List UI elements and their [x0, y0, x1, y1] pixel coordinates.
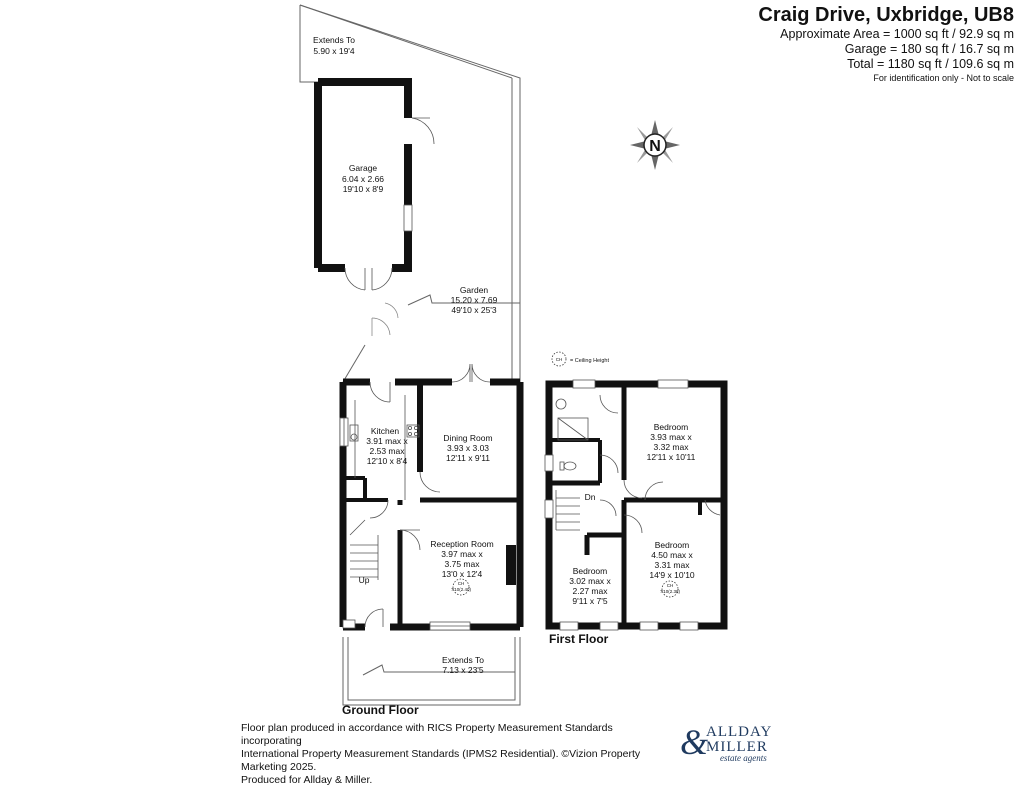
ceiling-height-badge-ground [451, 579, 472, 595]
logo-name-2: MILLER [706, 739, 768, 755]
svg-text:5.90 x 19'4: 5.90 x 19'4 [313, 46, 355, 56]
svg-text:3.75 max: 3.75 max [444, 559, 480, 569]
svg-text:3.93 x 3.03: 3.93 x 3.03 [446, 443, 490, 453]
svg-text:Garage: Garage [348, 163, 378, 173]
svg-text:7'10(2.38): 7'10(2.38) [659, 589, 681, 594]
footer-line-1: Floor plan produced in accordance with RICS Property Measurement Standards incorporating [241, 722, 613, 747]
footer-line-2: International Property Measurement Standards (IPMS2 Residential). ©Vizion Property Marketing 2025. [241, 748, 641, 773]
svg-text:CH: CH [457, 581, 465, 586]
room-reception-room [430, 539, 493, 579]
svg-text:3.32 max: 3.32 max [653, 442, 689, 452]
svg-text:6.04 x 2.66: 6.04 x 2.66 [341, 174, 385, 184]
svg-text:Garden: Garden [459, 285, 489, 295]
svg-text:Dining Room: Dining Room [443, 433, 493, 443]
svg-text:Reception Room: Reception Room [430, 539, 494, 549]
svg-text:3.31 max: 3.31 max [654, 560, 690, 570]
svg-text:3.97 max x: 3.97 max x [441, 549, 483, 559]
svg-text:Extends To: Extends To [442, 655, 484, 665]
svg-text:19'10 x 8'9: 19'10 x 8'9 [342, 184, 384, 194]
svg-text:Bedroom: Bedroom [654, 540, 690, 550]
garage-area: Garage = 180 sq ft / 16.7 sq m [844, 42, 1014, 56]
svg-text:Kitchen: Kitchen [370, 426, 400, 436]
svg-text:4.50 max x: 4.50 max x [651, 550, 693, 560]
ceiling-height-legend [552, 352, 609, 366]
logo-name-1: ALLDAY [706, 724, 773, 740]
svg-text:14'9 x 10'10: 14'9 x 10'10 [649, 570, 695, 580]
svg-text:CH: CH [666, 583, 674, 588]
room-garden [451, 285, 498, 315]
svg-text:2.53 max: 2.53 max [369, 446, 405, 456]
stairs-up-label: Up [358, 575, 370, 585]
legend-symbol: CH [555, 357, 563, 362]
compass-rose-icon [630, 120, 680, 170]
room-dining-room [443, 433, 492, 463]
room-bedroom-2 [649, 540, 695, 580]
room-name: Extends To [313, 35, 355, 45]
svg-text:Bedroom: Bedroom [653, 422, 689, 432]
svg-text:49'10 x 25'3: 49'10 x 25'3 [451, 305, 497, 315]
room-extends-to-top [313, 35, 355, 56]
svg-text:15.20 x 7.69: 15.20 x 7.69 [450, 295, 498, 305]
stairs-down-label: Dn [584, 492, 596, 502]
svg-text:12'11 x 9'11: 12'11 x 9'11 [445, 453, 491, 463]
total-area: Total = 1180 sq ft / 109.6 sq m [847, 57, 1014, 71]
svg-text:13'0 x 12'4: 13'0 x 12'4 [441, 569, 483, 579]
disclaimer: For identification only - Not to scale [873, 73, 1014, 83]
agency-logo [680, 722, 790, 764]
room-bedroom-1 [647, 422, 696, 462]
ground-floor-label: Ground Floor [342, 703, 419, 717]
ceiling-height-badge-first [660, 581, 681, 597]
room-bedroom-3 [569, 566, 611, 606]
logo-tagline: estate agents [720, 753, 767, 763]
svg-text:7'10(2.40): 7'10(2.40) [450, 587, 472, 592]
page-title: Craig Drive, Uxbridge, UB8 [758, 4, 1014, 26]
svg-text:Bedroom: Bedroom [572, 566, 608, 576]
room-kitchen [366, 426, 408, 466]
svg-text:3.02 max x: 3.02 max x [569, 576, 611, 586]
svg-text:12'11 x 10'11: 12'11 x 10'11 [646, 452, 696, 462]
ground-floor-walls [343, 382, 520, 627]
compass-north-label: N [649, 138, 661, 155]
svg-text:2.27 max: 2.27 max [572, 586, 608, 596]
approx-area: Approximate Area = 1000 sq ft / 92.9 sq m [780, 27, 1014, 41]
footer-line-3: Produced for Allday & Miller. [241, 774, 373, 786]
legend-label: = Ceiling Height [570, 358, 609, 364]
logo-ampersand: & [680, 722, 709, 762]
svg-text:3.91 max x: 3.91 max x [366, 436, 408, 446]
room-extends-to-front [442, 655, 484, 675]
svg-text:7.13 x 23'5: 7.13 x 23'5 [442, 665, 484, 675]
svg-text:12'10 x 8'4: 12'10 x 8'4 [366, 456, 408, 466]
svg-text:9'11 x 7'5: 9'11 x 7'5 [572, 596, 608, 606]
room-garage [342, 163, 384, 194]
footer-note [241, 722, 671, 787]
first-floor-label: First Floor [549, 632, 609, 646]
svg-text:3.93 max x: 3.93 max x [650, 432, 692, 442]
